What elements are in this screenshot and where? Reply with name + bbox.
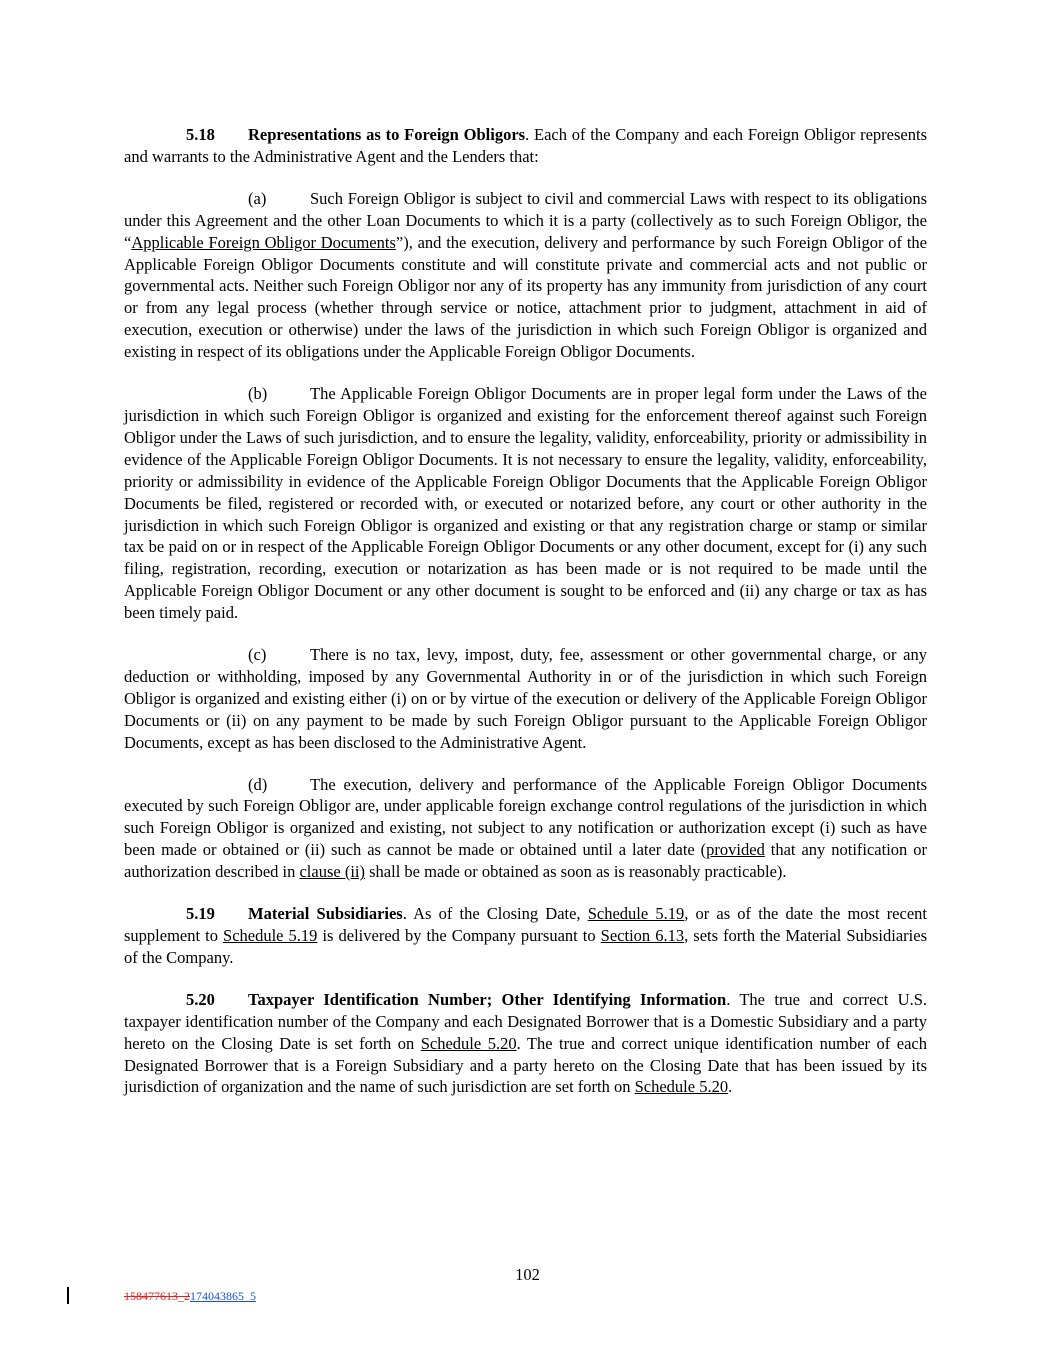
clause-label: (a)	[248, 188, 267, 208]
document-id	[124, 1289, 256, 1304]
section-number: 5.20	[186, 989, 215, 1009]
clause-label: (c)	[248, 645, 267, 665]
schedule-reference: Schedule 5.19	[587, 904, 685, 924]
section-heading: Taxpayer Identification Number; Other Identifying Information	[248, 989, 727, 1009]
deleted-doc-id: 158477613_2	[124, 1289, 190, 1303]
inserted-doc-id: 174043865_5	[190, 1289, 256, 1303]
section-number: 5.18	[186, 125, 215, 144]
document-page	[124, 124, 927, 1118]
defined-term: Applicable Foreign Obligor Documents	[131, 232, 396, 252]
schedule-reference: Schedule 5.20	[634, 1077, 729, 1097]
emphasis-term: provided	[706, 840, 765, 860]
paragraph-c: (c) There is no tax, levy, impost, duty, fee, assessment or other governmental charge, or any deduction or withholding, imposed by any Governmental Authority in or of the jurisdiction in which such Foreign Obligor is organized and existing either (i) on or by virtue of the execution or delivery of the Applicable Foreign Obligor Documents or (ii) on any payment to be made by such Foreign Obligor pursuant to the Applicable Foreign Obligor Documents, except as has been disclosed to the Administrative Agent.	[124, 645, 927, 752]
section-5-19: 5.19 Material Subsidiaries. As of the Closing Date, Schedule 5.19, or as of the date the most recent supplement to Schedule 5.19 is delivered by the Company pursuant to Section 6.13, sets forth the Material Subsidiaries of the Company.	[124, 904, 927, 967]
section-text: . Each of the Company and each Foreign Obligor represents and warrants to the Administrative Agent and the Lenders that:	[124, 125, 927, 166]
clause-reference: clause (ii)	[299, 862, 365, 882]
section-number: 5.19	[186, 904, 215, 924]
section-heading: Representations as to Foreign Obligors	[248, 125, 526, 144]
change-bar	[67, 1287, 69, 1304]
schedule-reference: Schedule 5.20	[420, 1033, 517, 1053]
paragraph-b: (b) The Applicable Foreign Obligor Documents are in proper legal form under the Laws of the jurisdiction in which such Foreign Obligor is organized and existing for the enforcement thereof against such Foreign Obligor under the Laws of such jurisdiction, and to ensure the legality, validity, enforceability, priority or admissibility in evidence of the Applicable Foreign Obligor Documents. It is not necessary to ensure the legality, validity, enforceability, priority or admissibility in evidence of the Applicable Foreign Obligor Documents that the Applicable Foreign Obligor Documents be filed, registered or recorded with, or executed or notarized before, any court or other authority in the jurisdiction in which such Foreign Obligor is organized and existing or that any registration charge or stamp or similar tax be paid on or in respect of the Applicable Foreign Obligor Documents or any other document, except for (i) any such filing, registration, recording, execution or notarization as has been made or is not required to be made until the Applicable Foreign Obligor Document or any other document is sought to be enforced and (ii) any charge or tax as has been timely paid.	[124, 384, 927, 623]
section-reference: Section 6.13	[600, 926, 685, 945]
paragraph-d: (d) The execution, delivery and performance of the Applicable Foreign Obligor Documents executed by such Foreign Obligor are, under applicable foreign exchange control regulations of the jurisdiction in which such Foreign Obligor is organized and existing, not subject to any notification or authorization except (i) such as have been made or obtained or (ii) such as cannot be made or obtained until a later date (provided that any notification or authorization described in clause (ii) shall be made or obtained as soon as is reasonably practicable).	[124, 774, 927, 882]
section-5-18	[124, 124, 927, 168]
schedule-reference: Schedule 5.19	[223, 926, 318, 945]
section-heading: Material Subsidiaries	[248, 904, 403, 924]
page-number: 102	[515, 1265, 540, 1284]
section-5-20: 5.20 Taxpayer Identification Number; Other Identifying Information. The true and correct U.S. taxpayer identification number of the Company and each Designated Borrower that is a Domestic Subsidiary and a party hereto on the Closing Date is set forth on Schedule 5.20. The true and correct unique identification number of each Designated Borrower that is a Foreign Subsidiary and a party hereto on the Closing Date that has been issued by its jurisdiction of organization and the name of such jurisdiction are set forth on Schedule 5.20.	[124, 989, 927, 1097]
paragraph-a: (a) Such Foreign Obligor is subject to civil and commercial Laws with respect to its obligations under this Agreement and the other Loan Documents to which it is a party (collectively as to such Foreign Obligor, the “Applicable Foreign Obligor Documents”), and the execution, delivery and performance by such Foreign Obligor of the Applicable Foreign Obligor Documents constitute and will constitute private and commercial acts and not public or governmental acts. Neither such Foreign Obligor nor any of its property has any immunity from jurisdiction of any court or from any legal process (whether through service or notice, attachment prior to judgment, attachment in aid of execution, execution or otherwise) under the laws of the jurisdiction in which such Foreign Obligor is organized and existing in respect of its obligations under the Applicable Foreign Obligor Documents.	[124, 188, 927, 362]
clause-label: (b)	[248, 384, 268, 404]
clause-label: (d)	[248, 774, 268, 794]
